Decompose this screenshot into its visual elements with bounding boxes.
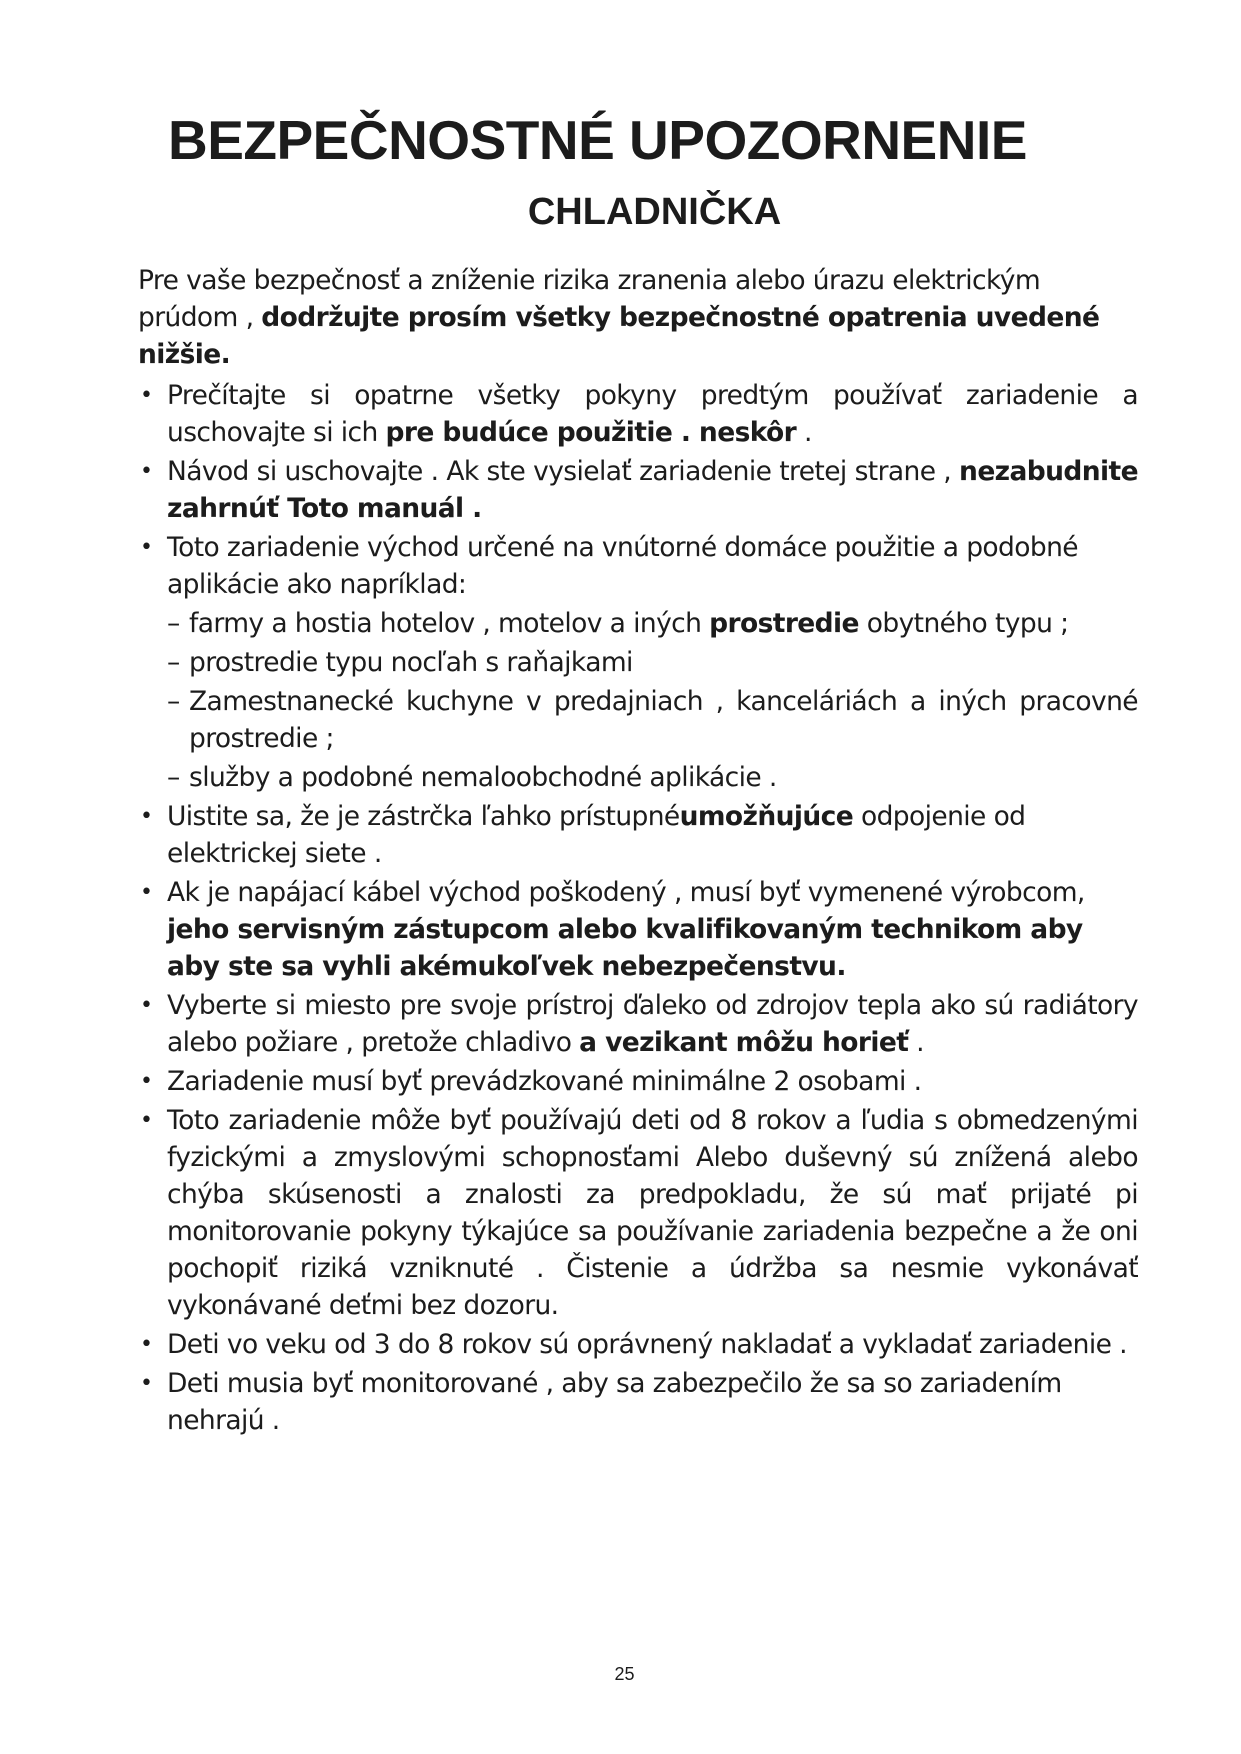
list-item xyxy=(138,1365,1138,1439)
page-number: 25 xyxy=(614,1664,635,1684)
list-item xyxy=(138,874,1138,985)
intro-bold-text: dodržujte prosím všetky bezpečnostné opatrenia uvedené nižšie. xyxy=(138,302,1100,370)
item-tail: . xyxy=(916,1027,924,1058)
item-tail: odpojenie od elektrickej siete . xyxy=(167,801,1026,869)
item-text: Prečítajte si opatrne všetky pokyny predtým používať zariadenie a uschovajte si ich xyxy=(167,380,1138,448)
sub-list-item xyxy=(167,644,1138,681)
page-subtitle: CHLADNIČKA xyxy=(527,191,782,233)
bullet-icon: • xyxy=(140,1069,153,1094)
item-text: Uistite sa, že je zástrčka ľahko prístupné xyxy=(167,801,680,832)
intro-paragraph xyxy=(138,262,1138,373)
bullet-icon: • xyxy=(140,459,153,484)
sub-list xyxy=(167,605,1138,796)
list-item xyxy=(138,1063,1138,1100)
bullet-icon: • xyxy=(140,1108,153,1133)
dash-icon: – xyxy=(167,686,180,717)
item-text: Vyberte si miesto pre svoje prístroj ďaleko od zdrojov tepla ako sú radiátory alebo požiare , pretože chladivo xyxy=(167,990,1138,1058)
sub-item-tail: obytného typu ; xyxy=(866,608,1069,639)
sub-item-text: Zamestnanecké kuchyne v predajniach , kanceláriách a iných pracovné prostredie ; xyxy=(189,686,1138,754)
item-bold-text: a vezikant môžu horieť xyxy=(579,1027,909,1058)
item-text: Zariadenie musí byť prevádzkované minimálne 2 osobami . xyxy=(167,1066,922,1097)
list-item xyxy=(138,529,1138,796)
bullet-icon: • xyxy=(140,1371,153,1396)
list-item xyxy=(138,1326,1138,1363)
list-item xyxy=(138,987,1138,1061)
item-text: Ak je napájací kábel východ poškodený , musí byť vymenené výrobcom, xyxy=(167,877,1085,908)
item-bold-text: jeho servisným zástupcom alebo kvalifikovaným technikom aby aby ste sa vyhli akémukoľvek nebezpečenstvu. xyxy=(167,914,1083,982)
item-bold-text: nezabudnite zahrnúť Toto manuál . xyxy=(167,456,1138,524)
bullet-icon: • xyxy=(140,535,153,560)
sub-list-item xyxy=(167,759,1138,796)
item-text: Toto zariadenie môže byť používajú deti od 8 rokov a ľudia s obmedzenými fyzickými a zmyslovými schopnosťami Alebo duševný sú znížená alebo chýba skúsenosti a znalosti za predpokladu, že sú mať prijaté pi monitorovanie pokyny týkajúce sa používanie zariadenia bezpečne a že oni pochopiť riziká vzniknuté . Čistenie a údržba sa nesmie vykonávať vykonávané deťmi bez dozoru. xyxy=(167,1105,1138,1321)
item-bold-text: umožňujúce xyxy=(679,801,854,832)
bullet-icon: • xyxy=(140,383,153,408)
dash-icon: – xyxy=(167,762,180,793)
sub-item-text: prostredie typu nocľah s raňajkami xyxy=(189,647,633,678)
document-body xyxy=(138,262,1138,1441)
sub-list-item xyxy=(167,605,1138,642)
list-item xyxy=(138,377,1138,451)
dash-icon: – xyxy=(167,608,180,639)
item-text: Deti musia byť monitorované , aby sa zabezpečilo že sa so zariadením nehrajú . xyxy=(167,1368,1062,1436)
bullet-icon: • xyxy=(140,804,153,829)
item-bold-text: pre budúce použitie . neskôr xyxy=(385,417,797,448)
bullet-icon: • xyxy=(140,993,153,1018)
item-tail: . xyxy=(803,417,812,448)
sub-item-bold-text: prostredie xyxy=(709,608,859,639)
item-text: Deti vo veku od 3 do 8 rokov sú oprávnený nakladať a vykladať zariadenie . xyxy=(167,1329,1127,1360)
bullet-icon: • xyxy=(140,880,153,905)
page-title: BEZPEČNOSTNÉ UPOZORNENIE xyxy=(168,109,1027,171)
bullet-icon: • xyxy=(140,1332,153,1357)
list-item xyxy=(138,798,1138,872)
item-text: Toto zariadenie východ určené na vnútorné domáce použitie a podobné aplikácie ako napríklad: xyxy=(167,532,1078,600)
list-item xyxy=(138,453,1138,527)
dash-icon: – xyxy=(167,647,180,678)
intro-text: Pre vaše bezpečnosť a zníženie rizika zranenia alebo úrazu elektrickým prúdom , xyxy=(138,265,1041,333)
sub-item-text: služby a podobné nemaloobchodné aplikácie . xyxy=(189,762,777,793)
safety-list xyxy=(138,377,1138,1439)
sub-item-text: farmy a hostia hotelov , motelov a iných xyxy=(189,608,702,639)
item-text: Návod si uschovajte . Ak ste vysielať zariadenie tretej strane , xyxy=(167,456,952,487)
sub-list-item xyxy=(167,683,1138,757)
list-item xyxy=(138,1102,1138,1324)
